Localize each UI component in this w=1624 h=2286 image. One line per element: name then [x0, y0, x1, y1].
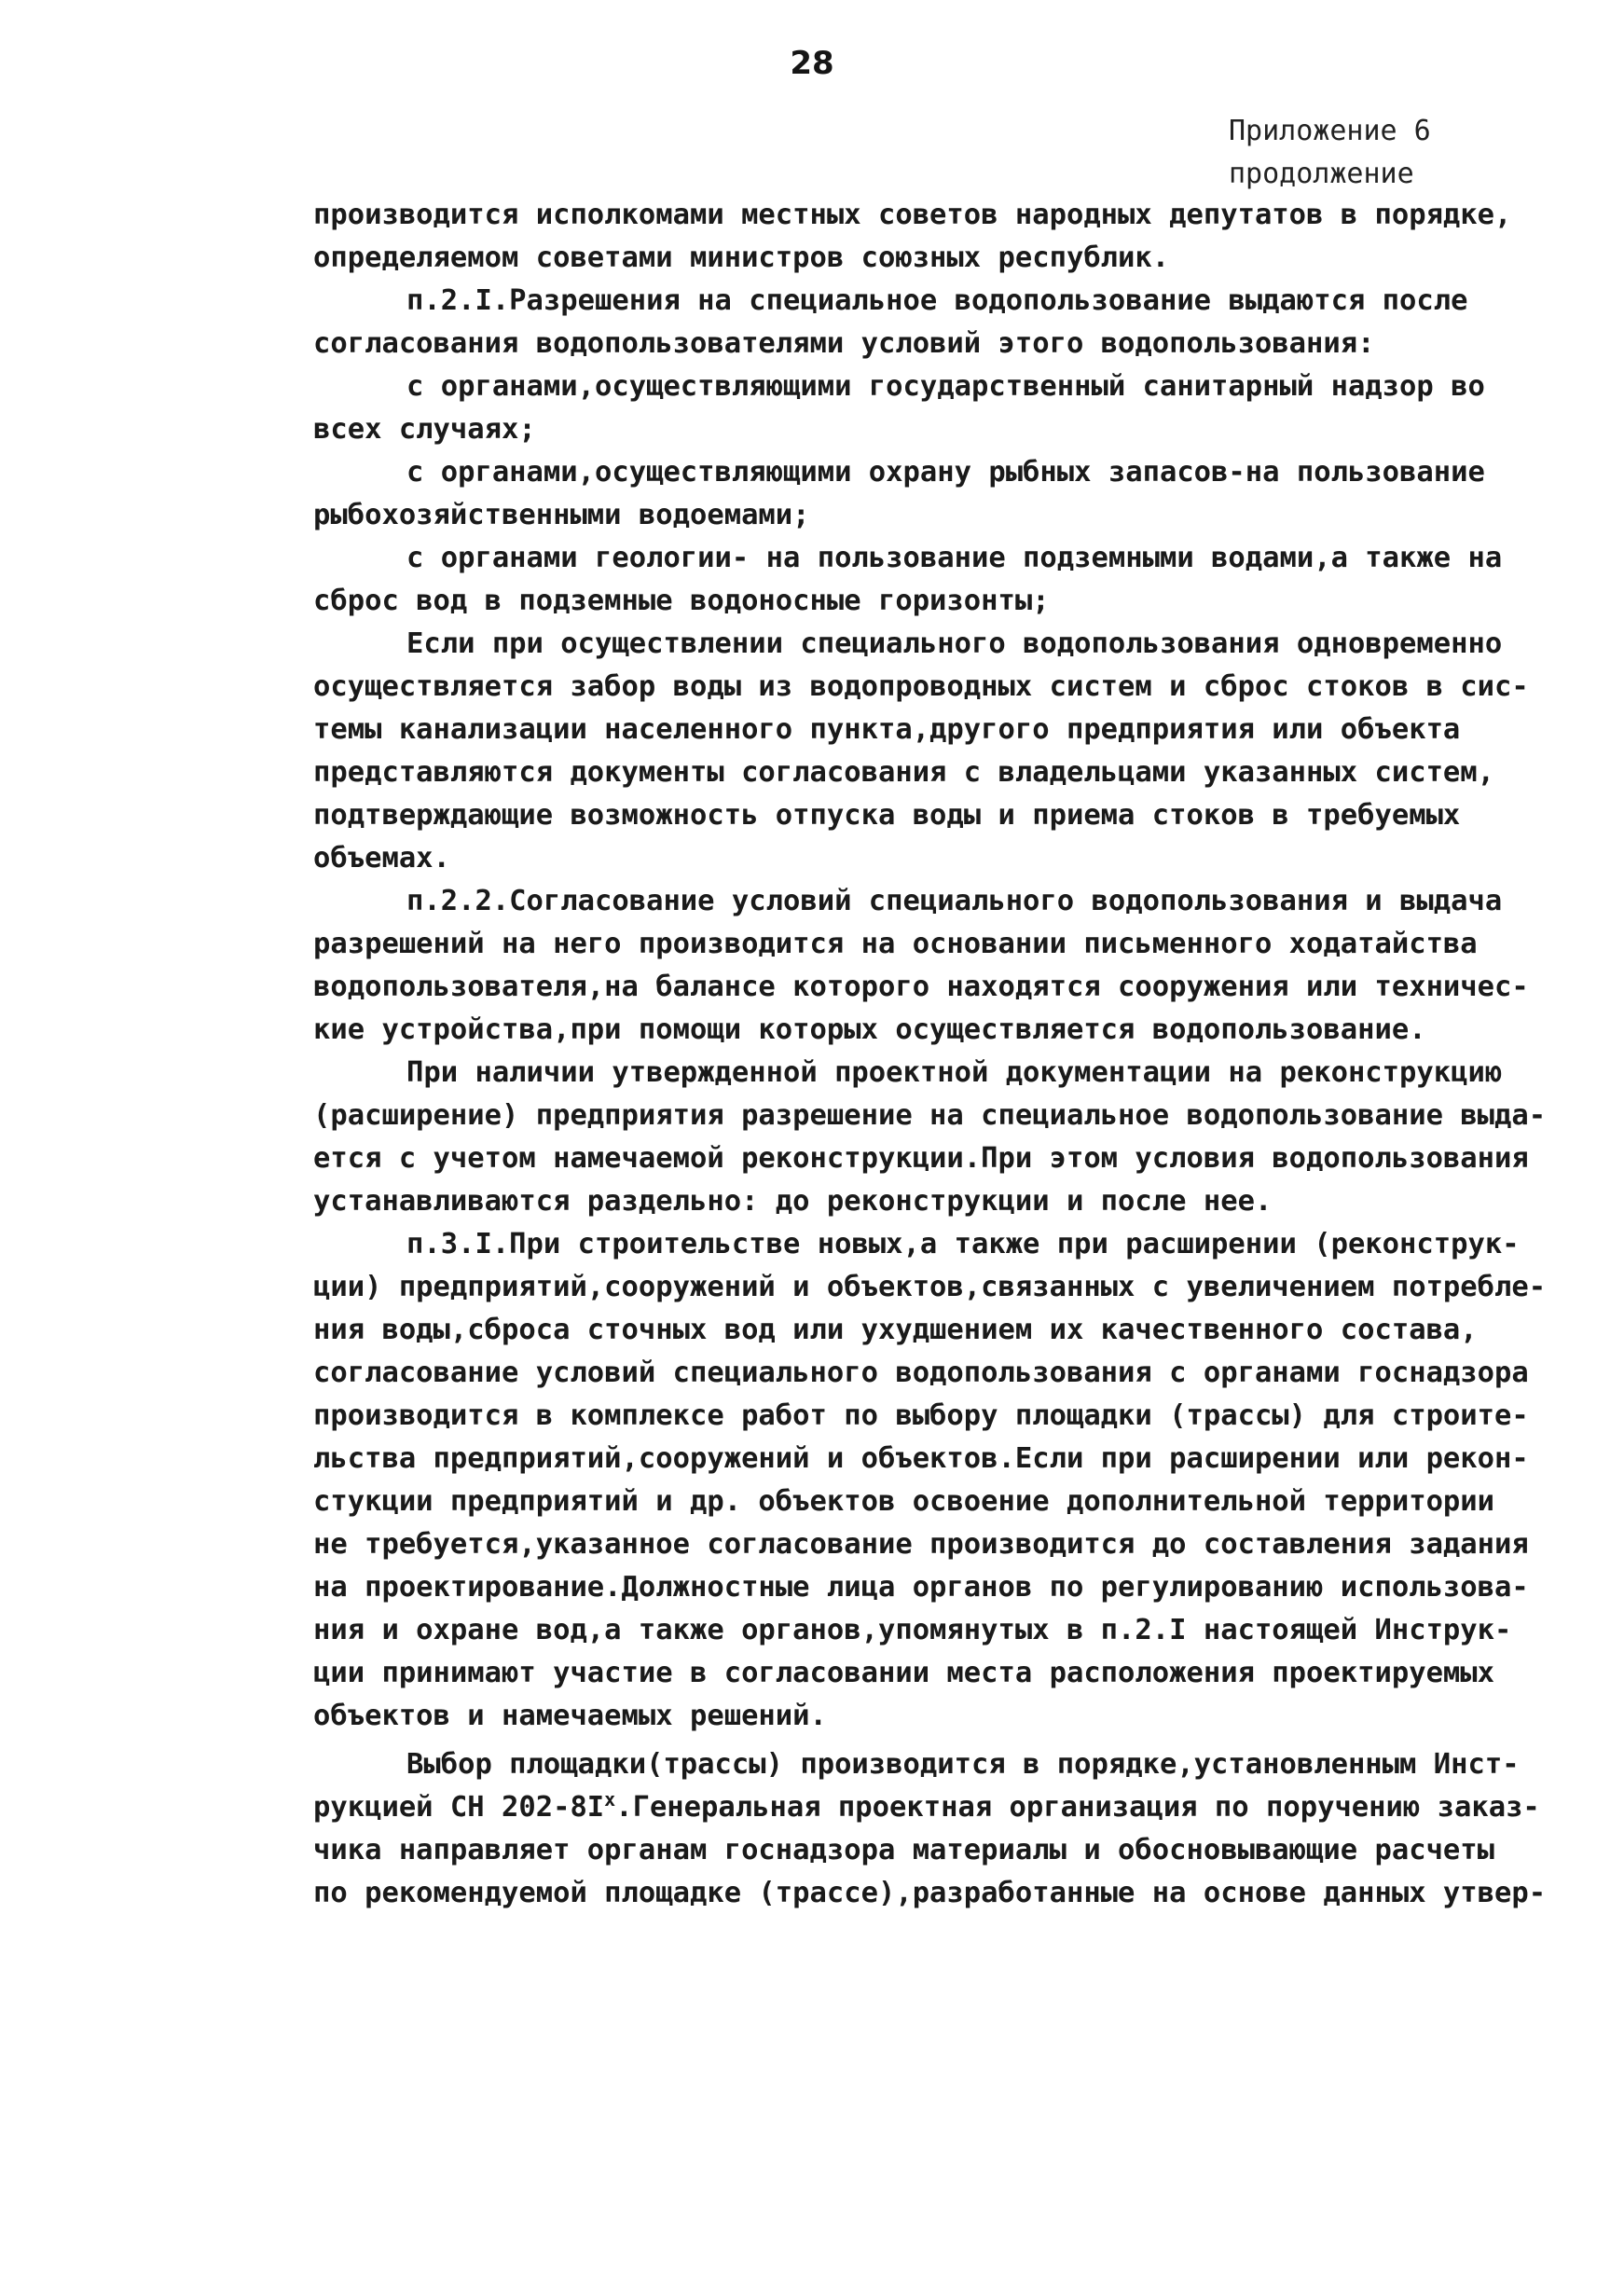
text-line: чика направляет органам госнадзора материалы и обосновывающие расчеты [313, 1834, 1495, 1866]
text-line: определяемом советами министров союзных республик. [313, 241, 1170, 274]
text-line: согласования водопользователями условий этого водопользования: [313, 327, 1375, 360]
text-line: водопользователя,на балансе которого находятся сооружения или техничес- [313, 971, 1529, 1003]
text-line-with-footnote [313, 1786, 1553, 1829]
text-line: п.3.I.При строительстве новых,а также при расширении (реконструк- [406, 1228, 1520, 1260]
text-line: ции) предприятий,сооружений и объектов,связанных с увеличением потребле- [313, 1271, 1547, 1303]
text-line: подтверждающие возможность отпуска воды и приема стоков в требуемых [313, 799, 1461, 832]
text-line: осуществляется забор воды из водопроводных систем и сброс стоков в сис- [313, 670, 1529, 703]
text-line: производится в комплексе работ по выбору площадки (трассы) для строите- [313, 1399, 1529, 1432]
text-line: объектов и намечаемых решений. [313, 1700, 827, 1732]
text-line: стукции предприятий и др. объектов освоение дополнительной территории [313, 1485, 1495, 1518]
text-line: сброс вод в подземные водоносные горизонты; [313, 585, 1050, 617]
text-line: устанавливаются раздельно: до реконструкции и после нее. [313, 1185, 1273, 1218]
document-body [313, 194, 1553, 1915]
appendix-continuation: продолжение [1229, 158, 1414, 190]
appendix-label: Приложение 6 [1229, 115, 1431, 147]
superscript-mark: х [604, 1787, 616, 1811]
text-line: с органами,осуществляющими государственный санитарный надзор во [406, 370, 1485, 403]
text-line-head: рукцией СН 202-8I [313, 1791, 605, 1824]
text-line: с органами геологии- на пользование подземными водами,а также на [406, 542, 1503, 574]
text-line: по рекомендуемой площадке (трассе),разработанные на основе данных утвер- [313, 1877, 1547, 1909]
text-line: При наличии утвержденной проектной документации на реконструкцию [406, 1056, 1503, 1089]
text-line: ции принимают участие в согласовании места расположения проектируемых [313, 1657, 1495, 1689]
text-line: объемах. [313, 842, 450, 874]
text-line: льства предприятий,сооружений и объектов.Если при расширении или рекон- [313, 1442, 1529, 1475]
text-line: ется с учетом намечаемой реконструкции.При этом условия водопользования [313, 1142, 1529, 1175]
text-line: всех случаях; [313, 413, 536, 446]
text-line: разрешений на него производится на основании письменного ходатайства [313, 928, 1478, 960]
text-line: темы канализации населенного пункта,другого предприятия или объекта [313, 713, 1461, 746]
text-line: представляются документы согласования с владельцами указанных систем, [313, 756, 1495, 789]
text-line: п.2.2.Согласование условий специального водопользования и выдача [406, 885, 1503, 917]
text-line: кие устройства,при помощи которых осуществляется водопользование. [313, 1013, 1426, 1046]
text-line: на проектирование.Должностные лица органов по регулированию использова- [313, 1571, 1529, 1604]
page-number: 28 [790, 45, 834, 82]
text-line: производится исполкомами местных советов народных депутатов в порядке, [313, 199, 1512, 231]
text-line: Если при осуществлении специального водопользования одновременно [406, 627, 1503, 660]
text-line: рыбохозяйственными водоемами; [313, 499, 810, 531]
text-line: п.2.I.Разрешения на специальное водопользование выдаются после [406, 284, 1468, 317]
text-line: ния воды,сброса сточных вод или ухудшением их качественного состава, [313, 1314, 1478, 1346]
text-line: ния и охране вод,а также органов,упомянутых в п.2.I настоящей Инструк- [313, 1614, 1512, 1646]
text-line: (расширение) предприятия разрешение на специальное водопользование выда- [313, 1099, 1547, 1132]
text-line: Выбор площадки(трассы) производится в порядке,установленным Инст- [406, 1748, 1520, 1781]
text-line: не требуется,указанное согласование производится до составления задания [313, 1528, 1529, 1561]
text-line: с органами,осуществляющими охрану рыбных запасов-на пользование [406, 456, 1485, 489]
text-line: согласование условий специального водопользования с органами госнадзора [313, 1356, 1529, 1389]
appendix-header [1229, 110, 1431, 196]
text-line-tail: .Генеральная проектная организация по поручению заказ- [615, 1791, 1540, 1824]
